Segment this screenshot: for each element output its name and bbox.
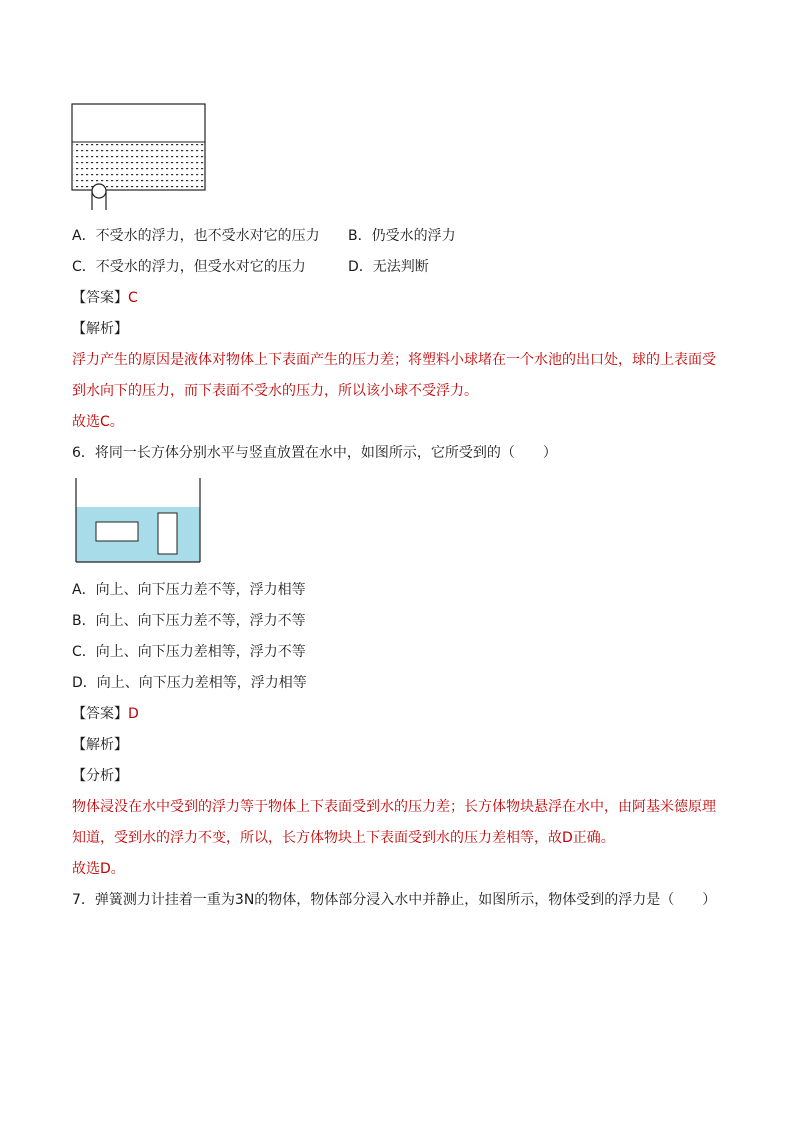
q6-answer (72, 704, 139, 724)
answer-tag: 【答案】 (72, 706, 128, 722)
q6-option-b: B．向上、向下压力差不等，浮力不等 (72, 613, 306, 629)
tank-with-blocks-figure (74, 476, 204, 566)
q6-option-d: D．向上、向下压力差相等，浮力相等 (72, 675, 307, 691)
q5-analysis-tag: 【解析】 (72, 321, 128, 337)
answer-value: D (128, 706, 139, 722)
q6-conclusion: 故选D。 (72, 861, 125, 877)
vertical-block (158, 513, 177, 554)
q5-analysis-line-1: 浮力产生的原因是液体对物体上下表面产生的压力差；将塑料小球堵在一个水池的出口处，球的上表面受 (72, 352, 716, 368)
q5-option-d: D．无法判断 (348, 259, 429, 275)
answer-tag: 【答案】 (72, 290, 128, 306)
q5-option-c: C．不受水的浮力，但受水对它的压力 (72, 259, 306, 275)
q7-stem: 7．弹簧测力计挂着一重为3N的物体，物体部分浸入水中并静止，如图所示，物体受到的浮力是（ ） (72, 892, 717, 908)
q5-answer (72, 288, 138, 308)
horizontal-block (96, 522, 138, 541)
tank-with-ball-figure (70, 100, 210, 212)
q6-analysis-line-2: 知道，受到水的浮力不变，所以，长方体物块上下表面受到水的压力差相等，故D正确。 (72, 830, 615, 846)
q5-option-b: B．仍受水的浮力 (348, 228, 456, 244)
q6-analysis-line-1: 物体浸没在水中受到的浮力等于物体上下表面受到水的压力差；长方体物块悬浮在水中，由阿基米德原理 (72, 799, 716, 815)
q6-option-a: A．向上、向下压力差不等，浮力相等 (72, 582, 306, 598)
q5-conclusion: 故选C。 (72, 414, 124, 430)
q5-analysis-line-2: 到水向下的压力，而下表面不受水的压力，所以该小球不受浮力。 (72, 383, 478, 399)
q5-option-a: A．不受水的浮力，也不受水对它的压力 (72, 228, 320, 244)
q6-stem: 6．将同一长方体分别水平与竖直放置在水中，如图所示，它所受到的（ ） (72, 445, 557, 461)
q6-analysis-tag: 【解析】 (72, 737, 128, 753)
q6-fenxi-tag: 【分析】 (72, 768, 128, 784)
answer-value: C (128, 290, 138, 306)
q6-option-c: C．向上、向下压力差相等，浮力不等 (72, 644, 306, 660)
